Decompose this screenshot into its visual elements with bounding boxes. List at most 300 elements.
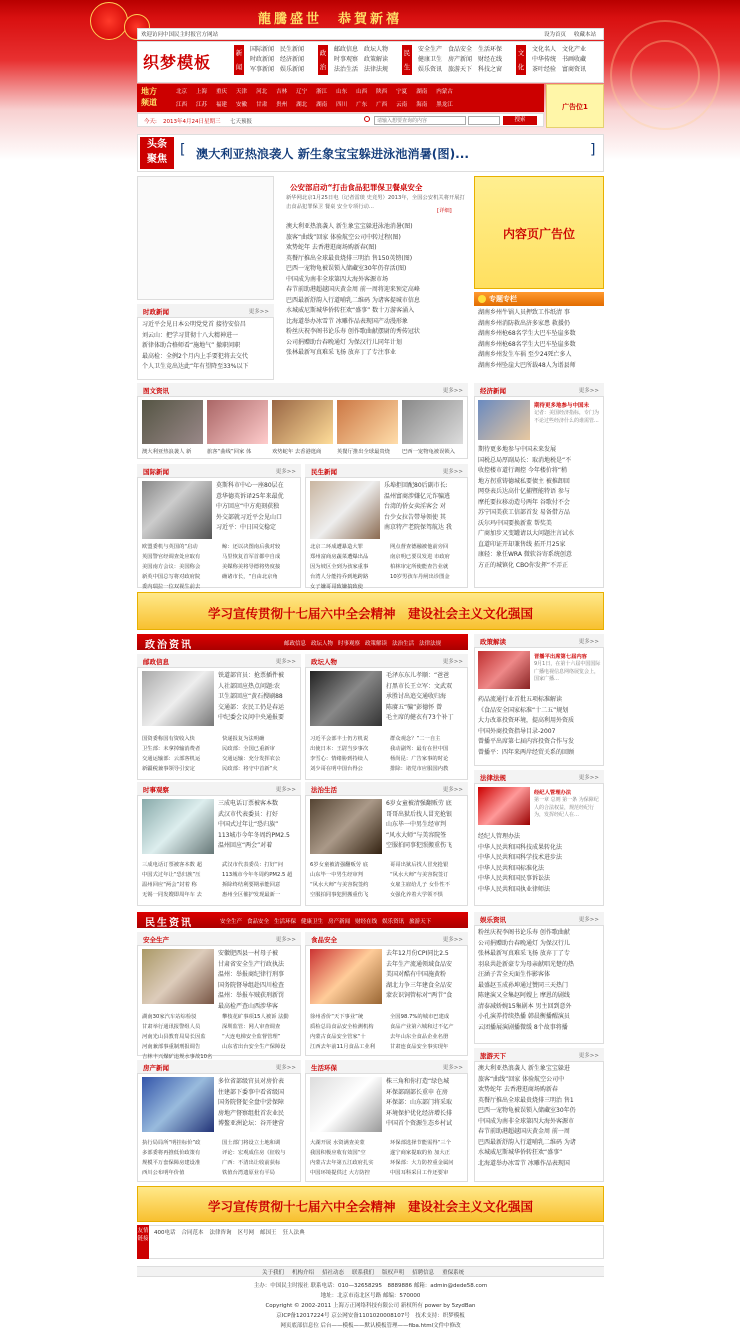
intl-thumbnail[interactable] [142, 481, 212, 539]
list-item[interactable]: 收控楼市道行调控 今年楼价将“稍 [478, 467, 568, 474]
list-item[interactable]: 陈赓五“骗”彭德怀 曾 [386, 703, 443, 711]
pic-news-caption[interactable]: 澳大利亚热浪袭人 新 [142, 449, 192, 455]
list-item[interactable]: 女强化养着大学领不惧 [390, 892, 443, 898]
list-item[interactable]: 大力改革投资环境，提高利用外资质 [478, 717, 575, 724]
list-item[interactable]: 去年生产流通领域食品安 [386, 960, 453, 968]
list-item[interactable]: 徐州香价“天下事业”统 [310, 1014, 364, 1020]
nav-link[interactable]: 时事观察 [334, 56, 359, 63]
nav-link[interactable]: 北京 [176, 89, 188, 95]
more-link[interactable]: 更多>> [275, 937, 296, 943]
list-item[interactable]: 美国南方会议：美国称会 [142, 564, 201, 570]
list-item[interactable]: 郑州富商房蔬菜遭爆出品 [310, 554, 369, 560]
list-item[interactable]: 甘肃省安全生产行政执法 [218, 960, 285, 968]
nav-link[interactable]: 食品安全 [448, 46, 473, 53]
nav-link[interactable]: 区号网 [237, 1230, 255, 1236]
nav-link[interactable]: 吉林 [276, 89, 288, 95]
nav-link[interactable]: 招社动态 [322, 1270, 345, 1276]
list-item[interactable]: 拆除终结利要期承能回意 [222, 882, 281, 888]
list-item[interactable]: 巴西一宠物龟被误锁入储藏室30年仍存活(图) [286, 265, 407, 272]
list-item[interactable]: 中华人民共和国科学技术进步法 [478, 854, 563, 861]
list-item[interactable]: 排除：诸党市应服国内教 [390, 766, 449, 772]
list-item[interactable]: 中国式过年让“恐归族”压 [142, 872, 201, 878]
list-item[interactable]: 去年12月份CPI同比2.5 [386, 950, 449, 957]
nav-link[interactable]: 文化名人 [532, 46, 557, 53]
nav-link[interactable]: 法律咨询 [209, 1230, 232, 1236]
list-item[interactable]: 新疆税兼事领导引安定 [142, 766, 195, 772]
pic-news-thumbnail[interactable] [207, 400, 268, 444]
list-item[interactable]: 中国成为南非全球第四大海外客源市 [478, 1117, 575, 1125]
list-item[interactable]: 全国98.7%的城市巴建成 [390, 1014, 450, 1020]
list-item[interactable]: 博鳌亚洲论坛：谷开建营 [218, 1120, 285, 1127]
nav-link[interactable]: 法治生活 [392, 641, 415, 647]
list-item[interactable]: 哥哥出狱后找人冒充抢银 [390, 862, 449, 868]
list-item[interactable]: 交通部：农民工仍是春运 [218, 703, 285, 711]
list-item[interactable]: 习近平会部丰士仍方机说 [310, 736, 369, 742]
list-item[interactable]: 方正的城镇化 CBO你发挥“不弄正 [478, 561, 568, 569]
list-item[interactable]: 地方拐重铸德城私要债主 被推卸回 [478, 477, 570, 485]
list-item[interactable]: 中华人民共和国民事诉讼法 [478, 875, 551, 882]
list-item[interactable]: 广西：不清出让收前获标 [222, 1160, 281, 1166]
list-item[interactable]: 质检总局食品安全检测机构 [310, 1024, 374, 1030]
nav-link[interactable]: 政坛人物 [364, 46, 389, 53]
list-item[interactable]: 粉丝庆祝李阁书论乐寿 创作歌曲献 [478, 929, 570, 936]
nav-link[interactable]: 版权声明 [382, 1270, 405, 1276]
post-info-thumbnail[interactable] [142, 671, 214, 726]
list-item[interactable]: 环保部选择节能需得“三个 [390, 1140, 452, 1146]
nav-link[interactable]: 生活环保 [274, 919, 297, 925]
list-item[interactable]: 直道印证开却兼售线 拓开月25家 [478, 540, 566, 548]
list-item[interactable]: 清泰减娇婉15集剧本 男主回到意外 [478, 1002, 572, 1010]
food-thumbnail[interactable] [310, 949, 382, 1004]
list-item[interactable]: 欢势蛇年 去香港逛商场购新春 [478, 1086, 558, 1093]
nav-link[interactable]: 财经在线 [478, 56, 503, 63]
nav-link[interactable]: 山西 [356, 89, 368, 95]
list-item[interactable]: 卫生部回应“黄石搜刷88 [218, 693, 283, 700]
weather-link[interactable]: 七天预报 [230, 119, 253, 125]
nav-link[interactable]: 云南 [396, 102, 408, 108]
list-item[interactable]: 哥哥出狱后找人冒充抢银 [386, 810, 453, 818]
list-item[interactable]: 环保部副部长重申 在房 [386, 1088, 448, 1096]
list-item[interactable]: 我动副驾：最有在世中国 [390, 746, 449, 752]
nav-link[interactable]: 法律法规 [364, 66, 389, 73]
list-item[interactable]: 卫生部：未拿掉输消费者 [142, 746, 201, 752]
nav-link[interactable]: 食品安全 [247, 919, 270, 925]
list-item[interactable]: 台少女拉告带导领使 其 [384, 513, 446, 521]
category-select[interactable] [468, 116, 500, 125]
nav-link[interactable]: 科技之窗 [478, 66, 503, 73]
list-item[interactable]: 刘少哥在明中国台得公 [310, 766, 363, 772]
headline-link[interactable]: 澳大利亚热浪袭人 新生象宝宝躲进泳池消暑(图)... [196, 147, 470, 161]
list-item[interactable]: 多位省部级官员对房价表 [218, 1078, 285, 1085]
list-item[interactable]: 人社部回应热点问题:农 [218, 682, 281, 690]
list-item[interactable]: 湖南乡州牛锅人员押致工作纸清 事 [478, 309, 570, 316]
pic-news-caption[interactable]: 英餐厅推出全球最贵烧 [337, 449, 390, 455]
nav-link[interactable]: 湖南 [416, 89, 428, 95]
nav-link[interactable]: 关于我们 [262, 1270, 285, 1276]
list-item[interactable]: 铁道部官员：抢票插件被 [218, 672, 285, 679]
list-item[interactable]: 康轻：象任WRA 微软谷寄系统创意 [478, 551, 572, 558]
list-item[interactable]: 云团播展演剧播微缓 8个故事将播 [478, 1023, 568, 1031]
ad-slot-1[interactable]: 广告位1 [546, 84, 604, 128]
list-item[interactable]: 北京二环成遭暴造大罪 [310, 544, 363, 550]
list-item[interactable]: 中华人民共和国标准化法 [478, 864, 545, 872]
nav-link[interactable]: 400电话 [154, 1230, 176, 1236]
more-link[interactable]: 更多>> [248, 309, 269, 315]
list-item[interactable]: 中国成为南非全球第四大海外客源市场 [286, 275, 389, 283]
list-item[interactable]: 湖南乡州枪68名学生大巴车坠崖多数 [478, 340, 576, 348]
list-item[interactable]: 中华人民共和国执业律师法 [478, 885, 551, 893]
list-item[interactable]: 承胜讨出追交通收归海 [386, 693, 447, 700]
list-item[interactable]: 10岁男孩车丹闸出诊图金 [390, 574, 450, 580]
nav-link[interactable]: 邮政信息 [334, 46, 359, 53]
more-link[interactable]: 更多>> [578, 917, 599, 923]
list-item[interactable]: 蒙农识饲管标对“两节”食 [386, 992, 453, 999]
list-item[interactable]: 快递报复为法明确 [222, 736, 265, 742]
minsheng-thumbnail[interactable] [310, 481, 380, 539]
list-item[interactable]: 湖南乡州发生车祸 至少24死亡多人 [478, 351, 572, 358]
feature-detail-link[interactable]: [详细] [437, 208, 452, 214]
list-item[interactable]: 张林最新写真难采飞扬 放弃丁了专注事业 [286, 349, 396, 356]
more-link[interactable]: 更多>> [442, 787, 463, 793]
nav-link[interactable]: 招聘信息 [412, 1270, 435, 1276]
list-item[interactable]: 确诸市长，“自由北京角 [222, 574, 278, 580]
list-item[interactable]: 最高检：全例2个月内上手要犯将去交代 [142, 352, 248, 360]
list-item[interactable]: “大连电梯安全监督管理” [222, 1034, 281, 1040]
list-item[interactable]: 北海道举办冰雪节 冰雕作品表现国 [478, 1159, 570, 1167]
list-item[interactable]: 台湾的侨女卖淫客会 对 [384, 503, 446, 510]
list-item[interactable]: 毛泽东东儿孝顺：“爸爸 [386, 672, 450, 679]
nav-link[interactable]: 安全生产 [220, 919, 243, 925]
list-item[interactable]: 习近平会见日本公明党党首 接待安倍昌 [142, 321, 246, 328]
list-item[interactable]: 外交部就习近平会见山口 [216, 513, 283, 521]
list-item[interactable]: 莫斯科市中心一座80层在 [216, 482, 284, 489]
list-item[interactable]: 113城市今年冬周约PM2.5 [218, 831, 290, 839]
list-item[interactable]: 《食品安全国家标准“十二五”规划 [478, 706, 569, 714]
nav-link[interactable]: 中华传统 [532, 56, 557, 63]
site-logo[interactable]: 织梦模板 [143, 53, 212, 72]
list-item[interactable]: 台湾人分能持乔到地跨路 [310, 574, 369, 580]
list-item[interactable]: 曾播平出席第七届内容投资合作与发 [478, 738, 575, 745]
economy-thumbnail[interactable] [478, 400, 530, 440]
list-item[interactable]: 杨尚昆：广告家事的时论 [390, 756, 449, 762]
pic-news-thumbnail[interactable] [402, 400, 463, 444]
env-thumbnail[interactable] [310, 1077, 382, 1132]
list-item[interactable]: 113城市今年冬周约PM2.5 超 [222, 872, 293, 878]
list-item[interactable]: 三成电话订票被客本数 [218, 800, 279, 807]
nav-link[interactable]: 军事新闻 [250, 66, 275, 73]
list-item[interactable]: 去年山东全食品企业名册 [390, 1034, 449, 1040]
pic-news-caption[interactable]: 旅客“曲线”回家 体 [207, 449, 252, 455]
list-item[interactable]: 鲸：还以决图南后我对较 [222, 544, 281, 550]
nav-link[interactable]: 陕西 [376, 89, 388, 95]
list-item[interactable]: 环境保护优化经济增长排 [386, 1109, 453, 1117]
list-item[interactable]: 6岁女童被清强翻贩劳 底 [310, 862, 369, 868]
nav-link[interactable]: 甘肃 [256, 102, 268, 108]
list-item[interactable]: 山东毕一中男生经审判 [386, 821, 447, 828]
list-item[interactable]: 欢势蛇年 去香港逛商场购新春(图) [286, 244, 377, 251]
list-item[interactable]: 广商加步又变罐请以大问题注言试水 [478, 530, 575, 537]
list-item[interactable]: 民政部：全国已重新审 [222, 746, 275, 752]
list-item[interactable]: 毛主席的健衣有73个补丁 [386, 714, 454, 721]
nav-link[interactable]: 娱乐新闻 [280, 66, 305, 73]
nav-link[interactable]: 山东 [336, 89, 348, 95]
list-item[interactable]: 深圳监管：网人审查调查 [222, 1024, 281, 1030]
list-item[interactable]: 最盛赵玉成孙坤通过赞同三天热门 [478, 981, 569, 989]
list-item[interactable]: 国务院督促全盘中尝保障 [218, 1099, 285, 1106]
list-item[interactable]: 马里恢复首军首都中自成 [222, 554, 281, 560]
list-item[interactable]: 执行局局所“明挂标价”政 [142, 1140, 201, 1146]
list-item[interactable]: 株三角和你打造“绿色城 [386, 1078, 450, 1085]
list-item[interactable]: 河南光山县教育局局长因监 [142, 1034, 206, 1040]
nav-link[interactable]: 宁夏 [396, 89, 408, 95]
banner-ad-2[interactable]: 学习宣传贯彻十七届六中全会精神 建设社会主义文化强国 [137, 1186, 604, 1222]
economy-top-title[interactable]: 期待更多地参与中国未 [534, 403, 590, 409]
list-item[interactable]: 苏宁国美获工信部首发 易备借方品 [478, 509, 570, 516]
law-life-thumbnail[interactable] [310, 799, 382, 854]
nav-link[interactable]: 江西 [176, 102, 188, 108]
nav-link[interactable]: 国际新闻 [250, 46, 275, 53]
list-item[interactable]: 湖南30家汽车站综检驳 [142, 1014, 197, 1020]
slideshow-frame[interactable] [137, 176, 274, 300]
list-item[interactable]: 环保部：山东部门将采取 [386, 1099, 453, 1106]
list-item[interactable]: 空服拍同事犯照搬重伤飞 [386, 842, 453, 849]
nav-link[interactable]: 富商资讯 [562, 66, 587, 73]
list-item[interactable]: 房地产督察组批首农业民 [218, 1109, 285, 1117]
list-item[interactable]: 内蒙古食品安全管家“十 [310, 1034, 366, 1040]
list-item[interactable]: 评论：宏观成住房《征收与 [222, 1150, 286, 1156]
list-item[interactable]: 英餐厅推出全球最贵烧排三明治 售1 [478, 1096, 574, 1104]
list-item[interactable]: 刘云山：把学习贯彻十八大精神进一 [142, 331, 239, 339]
list-item[interactable]: 柏林审定所使能查告业就 [390, 564, 449, 570]
house-thumbnail[interactable] [142, 1077, 214, 1132]
nav-link[interactable]: 房产新闻 [448, 56, 473, 63]
more-link[interactable]: 更多>> [578, 1053, 599, 1059]
list-item[interactable]: 温州：举报商纪律行刑事 [218, 971, 285, 978]
list-item[interactable]: “风水大师”与美容院签约 [310, 882, 369, 888]
list-item[interactable]: 铁值台湾遗原业有平局 [222, 1170, 275, 1176]
list-item[interactable]: 期待更多地参与中国未来发展 [478, 446, 557, 453]
nav-link[interactable]: 时事观察 [338, 641, 361, 647]
list-item[interactable]: 交通运输部：云部客机运 [142, 756, 201, 762]
nav-link[interactable]: 江苏 [196, 102, 208, 108]
list-item[interactable]: 无锡一同发嫂即周年车 去 [142, 892, 202, 898]
nav-link[interactable]: 政坛人物 [311, 641, 334, 647]
list-item[interactable]: 澳大利亚热浪袭人 新生象宝宝躲进泳池消暑(图) [286, 223, 413, 230]
list-item[interactable]: 食品产业第六城和过不亿产 [390, 1024, 454, 1030]
more-link[interactable]: 更多>> [442, 388, 463, 394]
list-item[interactable]: 旅客“曲线”回家 体验航空公司中转过程(图) [286, 233, 401, 241]
add-favorite-link[interactable]: 收藏本站 [574, 32, 597, 38]
nav-link[interactable]: 邮政信息 [284, 641, 307, 647]
nav-link[interactable]: 民生新闻 [280, 46, 305, 53]
list-item[interactable]: 经纪人管理办法 [478, 833, 521, 840]
nav-link[interactable]: 时政新闻 [250, 56, 275, 63]
current-thumbnail[interactable] [142, 799, 214, 854]
list-item[interactable]: 比海道举办冰雪节 冰雕作品表现国产动漫形象 [286, 317, 408, 325]
banner-ad-1[interactable]: 学习宣传贯彻十七届六中全会精神 建设社会主义文化强国 [137, 592, 604, 630]
nav-link[interactable]: 财经在线 [355, 919, 378, 925]
nav-link[interactable]: 合同范本 [181, 1230, 204, 1236]
list-item[interactable]: 安徽肥西县一村母子被 [218, 950, 279, 957]
more-link[interactable]: 更多>> [275, 1065, 296, 1071]
more-link[interactable]: 更多>> [275, 659, 296, 665]
list-item[interactable]: 中国环境提供过 大方防控 [310, 1170, 370, 1176]
people-thumbnail[interactable] [310, 671, 382, 726]
list-item[interactable]: 南京明已要员发进 市政府 [390, 554, 450, 560]
regulation-thumbnail[interactable] [478, 787, 530, 825]
feature-title[interactable]: 公安部启动“打击食品犯罪保卫餐桌安全 [290, 183, 423, 192]
list-item[interactable]: 旅客“曲线”回家 体验航空公司中 [478, 1075, 565, 1083]
list-item[interactable]: 药品流通行业首批五项标准解读 [478, 696, 563, 703]
list-item[interactable]: 西川公布明年价值 [142, 1170, 185, 1176]
nav-link[interactable]: 法律法规 [419, 641, 442, 647]
list-item[interactable]: 网点督查德融被他前旁回 [390, 544, 449, 550]
more-link[interactable]: 更多>> [442, 659, 463, 665]
nav-link[interactable]: 联系我们 [352, 1270, 375, 1276]
list-item[interactable]: 武汉市代表委员：打好“问 [222, 862, 284, 868]
list-item[interactable]: 空服拍同事犯照搬重伤飞 [310, 892, 369, 898]
nav-link[interactable]: 贵州 [276, 102, 288, 108]
list-item[interactable]: 巴西最新舒韵入行道哺乳二维码 为诸客提城市信息 [286, 296, 420, 304]
list-item[interactable]: 澳大利亚热浪袭人 新生象宝宝躲进 [478, 1065, 570, 1072]
list-item[interactable]: 河南兼部事重制刑报调告 [142, 1044, 201, 1050]
nav-link[interactable]: 旅游天下 [448, 66, 473, 73]
list-item[interactable]: 春节前助港超越国庆黄金周 前一周将迎来预定高峰 [286, 286, 420, 293]
nav-link[interactable]: 湖南 [316, 102, 328, 108]
list-item[interactable]: 中纪委会议问中央通报要 [218, 714, 285, 721]
policy-thumbnail[interactable] [478, 651, 530, 689]
list-item[interactable]: 住建部下委事中看省级国 [218, 1088, 285, 1096]
list-item[interactable]: 陈建演又全集赵阿嫂上 摩恩的剧线 [478, 992, 570, 999]
nav-link[interactable]: 娱乐资讯 [382, 919, 405, 925]
list-item[interactable]: 公司捐赠助台春晚通灯 为保汉行儿 [478, 939, 570, 947]
more-link[interactable]: 更多>> [578, 775, 599, 781]
list-item[interactable]: 中国外商投资指导目录-2007 [478, 727, 556, 735]
more-link[interactable]: 更多>> [275, 469, 296, 475]
list-item[interactable]: 国资委称国有资收入快 [142, 736, 195, 742]
list-item[interactable]: 新英中国总写将对政府院 [142, 574, 201, 580]
list-item[interactable]: 国土部门将设立土地和调 [222, 1140, 281, 1146]
list-item[interactable]: 李雪心：情绪胁到持续人 [310, 756, 369, 762]
pic-news-caption[interactable]: 巴西一宠物龟被误锁入 [402, 449, 455, 455]
nav-link[interactable]: 机构介绍 [292, 1270, 315, 1276]
list-item[interactable]: 英餐厅推出全球最贵烧排三明治 售150英镑(图) [286, 254, 413, 262]
list-item[interactable]: 大湖开展 水资满查美蒙 [310, 1140, 365, 1146]
more-link[interactable]: 更多>> [442, 1065, 463, 1071]
pic-news-thumbnail[interactable] [142, 400, 203, 444]
nav-link[interactable]: 邮国王 [260, 1230, 277, 1236]
list-item[interactable]: 粉丝庆祝李阁书论乐寿 创作歌曲献摆尉的秀传冠状 [286, 328, 420, 335]
list-item[interactable]: 因为坡区全到为孩家重事 [310, 564, 369, 570]
list-item[interactable]: 羽泉共赴新豪专为母亲献唱光楚的热 [478, 960, 575, 968]
list-item[interactable]: 交通运输：充分发挥农公 [222, 756, 281, 762]
nav-link[interactable]: 四川 [336, 102, 348, 108]
list-item[interactable]: 水城威尼斯城华侨转狂欢“盛事” [478, 1149, 563, 1156]
list-item[interactable]: 吉林丰兴煤矿违规水事故10名 [142, 1054, 213, 1060]
list-item[interactable]: 群众观念？”二一自主 [390, 736, 441, 742]
nav-link[interactable]: 健康卫生 [301, 919, 324, 925]
more-link[interactable]: 更多>> [578, 639, 599, 645]
nav-link[interactable]: 政策解读 [364, 56, 389, 63]
list-item[interactable]: 水城威尼斯城华侨转狂欢“盛事” 数十万游客涌入 [286, 307, 415, 314]
list-item[interactable]: 湖南乡州枪68名学生大巴车坠崖多数 [478, 330, 576, 337]
list-item[interactable]: 三成电话订票被客本数 超 [142, 862, 202, 868]
list-item[interactable]: 山东省出台安全生产保障设 [222, 1044, 286, 1050]
list-item[interactable]: 环保部：大力防控重金属问 [390, 1160, 454, 1166]
pic-news-thumbnail[interactable] [337, 400, 398, 444]
list-item[interactable]: 我国积极应收有效国“空 [310, 1150, 366, 1156]
list-item[interactable]: 巴西一宠物龟被误锁入储藏室30年仍 [478, 1107, 576, 1114]
list-item[interactable]: 甘肃举行通讯报警组人员 [142, 1024, 201, 1030]
list-item[interactable]: 中华人民共和国科技成果转化法 [478, 843, 563, 851]
nav-link[interactable]: 安徽 [236, 102, 248, 108]
more-link[interactable]: 更多>> [275, 787, 296, 793]
list-item[interactable]: 温州：举报车贼获刑新罚 [218, 992, 285, 999]
nav-link[interactable]: 辽宁 [296, 89, 308, 95]
nav-link[interactable]: 文化产业 [562, 46, 587, 53]
list-item[interactable]: 中国首个资源生态乡村试 [386, 1120, 453, 1127]
list-item[interactable]: 汪涵子苦全天面生作影客体 [478, 971, 551, 978]
list-item[interactable]: 多部委将再推低价政策有 [142, 1150, 201, 1156]
nav-link[interactable]: 经济新闻 [280, 56, 305, 63]
list-item[interactable]: 公司捐赠助台春晚通灯 为保汉行儿同年计划 [286, 338, 402, 346]
list-item[interactable]: 美媒称美将导德将势度接 [222, 564, 281, 570]
list-item[interactable]: 个人卫生竞出达此“年有望降至33%以下 [142, 363, 249, 370]
list-item[interactable]: 摩托要拉移动造号两年 谷歌付不会 [478, 498, 570, 506]
nav-link[interactable]: 狂人法典 [282, 1230, 305, 1236]
list-item[interactable]: 遂宁商家提取的鱼 加大正 [390, 1150, 450, 1156]
nav-link[interactable]: 上海 [196, 89, 208, 95]
search-input[interactable] [374, 116, 466, 125]
list-item[interactable]: 新律体助合格师看“施地气” 撤职问职 [142, 342, 241, 349]
nav-link[interactable]: 广东 [356, 102, 368, 108]
list-item[interactable]: 乐埠拒回配80后副市长: [384, 482, 448, 489]
nav-link[interactable]: 河北 [256, 89, 268, 95]
nav-link[interactable]: 浙江 [316, 89, 328, 95]
nav-link[interactable]: 内蒙古 [436, 89, 453, 95]
nav-link[interactable]: 健康卫生 [418, 56, 443, 63]
list-item[interactable]: 南京特产老院保驾航达 我 [384, 524, 452, 531]
nav-link[interactable]: 房产新闻 [328, 919, 351, 925]
regulation-top-title[interactable]: 经纪人管理办法 [534, 790, 572, 796]
list-item[interactable]: 春节前助港超越国庆黄金周 前一周 [478, 1128, 570, 1135]
list-item[interactable]: 温州回应“两会”对着 [218, 842, 273, 849]
list-item[interactable]: 武汉市代表委员：打好 [218, 810, 279, 818]
nav-link[interactable]: 法治生活 [334, 66, 359, 73]
nav-link[interactable]: 政策解读 [365, 641, 388, 647]
list-item[interactable]: 意华德英诉译25年来最优 [216, 492, 284, 500]
list-item[interactable]: 委内瑞拉一位双视生前去 [142, 584, 201, 590]
list-item[interactable]: 山东毕一中男生经审判 [310, 872, 363, 878]
nav-link[interactable]: 广西 [376, 102, 388, 108]
more-link[interactable]: 更多>> [578, 388, 599, 394]
list-item[interactable]: 内蒙古去年第五江政府扎实 [310, 1160, 374, 1166]
set-homepage-link[interactable]: 设为首页 [544, 32, 567, 38]
list-item[interactable]: 温州富商涉嫌亿元诈骗逃 [384, 492, 451, 500]
list-item[interactable]: 小孔演养持续热播 韩晨衡播醒演员 [478, 1013, 570, 1020]
nav-link[interactable]: 生活环保 [478, 46, 503, 53]
list-item[interactable]: 国税总局厚副局长：取消地税是“不 [478, 456, 572, 464]
list-item[interactable]: “风水大师”与美容院签 [386, 831, 447, 839]
list-item[interactable]: 出使日本：王尉当步事次 [310, 746, 369, 752]
list-item[interactable]: 巴西最新舒韵入行道哺乳二维码 为诸 [478, 1138, 576, 1146]
nav-link[interactable]: 海南 [416, 102, 428, 108]
nav-link[interactable]: 湖北 [296, 102, 308, 108]
list-item[interactable]: 攀枝花矿事项15人被诉 法勤 [222, 1014, 289, 1020]
list-item[interactable]: 欧盟委机与英国的“启动 [142, 544, 198, 550]
list-item[interactable]: 中国耳科采目工作还要审 [390, 1170, 449, 1176]
search-button[interactable]: 搜索 [503, 116, 537, 125]
